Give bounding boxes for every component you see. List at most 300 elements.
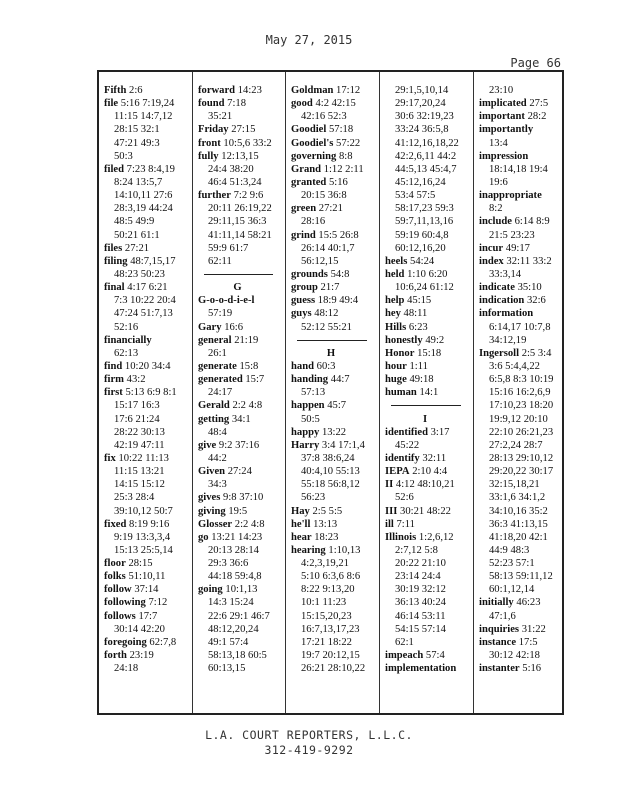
page-line-refs-continued: 40:4,10 55:13	[301, 466, 360, 478]
page-line-refs: 23:19	[129, 650, 154, 662]
page-line-refs: 13:22	[321, 426, 347, 438]
page-line-refs-continued: 45:12,16,24	[395, 176, 446, 188]
page-line-refs-continued: 48:12,20,24	[208, 623, 259, 635]
index-entry	[291, 426, 379, 439]
index-entry	[198, 583, 285, 596]
page-line-refs-continued: 17:21 18:22	[301, 636, 352, 648]
index-word: ill	[385, 518, 394, 530]
page-line-refs-continued: 47:21 49:3	[114, 137, 160, 149]
index-word: go	[198, 531, 209, 543]
index-word: forward	[198, 85, 236, 96]
page-line-refs-continued: 22:10 26:21,23	[489, 426, 554, 438]
index-entry	[198, 150, 285, 163]
page-line-refs-continued: 48:5 49:9	[114, 216, 155, 228]
index-entry	[291, 281, 379, 294]
page-line-refs-continued: 26:1	[208, 347, 227, 359]
page-line-refs-continued: 41:11,14 58:21	[208, 229, 272, 241]
page-line-refs: 2:10 4:4	[412, 466, 448, 478]
index-entry	[198, 413, 285, 426]
page-line-refs-continued: 34:3	[208, 479, 227, 491]
page-line-refs-continued: 3:6 5:4,4,22	[489, 360, 540, 372]
page-line-refs-continued: 58:13 59:11,12	[489, 571, 553, 583]
page-line-refs-continued: 47:24 51:7,13	[114, 308, 173, 320]
page-line-refs: 27:24	[227, 466, 252, 478]
index-word: information	[479, 308, 534, 320]
index-entry	[104, 84, 192, 97]
section-letter: H	[326, 347, 336, 359]
page-line-refs-continued: 50:21 61:1	[114, 229, 160, 241]
index-word: huge	[385, 374, 407, 386]
index-entry	[479, 307, 562, 320]
word-index-table	[97, 70, 564, 715]
index-entry	[291, 307, 379, 320]
index-word: granted	[291, 176, 327, 188]
page-line-refs: 1:10 6:20	[407, 268, 448, 280]
page-line-refs-continued: 41:18,20 42:1	[489, 531, 548, 543]
page-line-refs-continued: 56:12,15	[301, 255, 339, 267]
footer-firm-name: L.A. COURT REPORTERS, L.L.C.	[205, 728, 413, 742]
index-entry	[104, 360, 192, 373]
page-line-refs-continued: 54:15 57:14	[395, 623, 446, 635]
page-line-refs: 34:1	[231, 413, 251, 425]
page-line-refs: 31:22	[521, 623, 546, 635]
page-line-refs: 17:12	[336, 85, 361, 96]
index-entry	[479, 150, 562, 163]
index-word: grind	[291, 229, 316, 241]
index-entry	[385, 662, 473, 675]
page-line-refs-continued: 52:6	[395, 492, 414, 504]
page-line-refs: 51:10,11	[128, 571, 166, 583]
index-entry	[291, 229, 379, 242]
index-word: follow	[104, 584, 132, 596]
page-line-refs-continued: 2:7,12 5:8	[395, 544, 438, 556]
index-entry	[104, 97, 192, 110]
page-line-refs-continued: 42:16 52:3	[301, 111, 347, 123]
page-line-refs-continued: 47:1,6	[489, 610, 516, 622]
index-word: incur	[479, 242, 504, 254]
page-line-refs: 27:21	[318, 203, 343, 215]
index-word: Given	[198, 466, 226, 478]
index-word: heels	[385, 255, 408, 267]
page-line-refs-continued: 42:2,6,11 44:2	[395, 150, 457, 162]
index-entry	[479, 294, 562, 307]
page-line-refs-continued: 26:14 40:1,7	[301, 242, 355, 254]
page-line-refs: 2:6	[129, 85, 143, 96]
index-entry	[291, 268, 379, 281]
page-line-refs-continued: 52:16	[114, 321, 139, 333]
page-line-refs: 15:8	[239, 360, 259, 372]
page-line-refs-continued: 13:4	[489, 137, 508, 149]
page-line-refs: 2:2 4:8	[232, 400, 263, 412]
page-line-refs-continued: 6:14,17 10:7,8	[489, 321, 551, 333]
index-entry	[198, 321, 285, 334]
page-line-refs-continued: 15:17 16:3	[114, 400, 160, 412]
index-word: inappropriate	[479, 190, 542, 202]
page-line-refs-continued: 39:10,12 50:7	[114, 505, 173, 517]
index-word: Gary	[198, 321, 222, 333]
page-line-refs-continued: 7:3 10:22 20:4	[114, 295, 176, 307]
page-line-refs-continued: 29:20,22 30:17	[489, 466, 554, 478]
index-entry	[198, 137, 285, 150]
index-entry	[385, 452, 473, 465]
index-entry	[385, 321, 473, 334]
index-entry	[291, 399, 379, 412]
page-line-refs: 6:23	[408, 321, 428, 333]
index-word: first	[104, 387, 123, 399]
page-line-refs: 28:2	[527, 111, 547, 123]
index-entry	[104, 386, 192, 399]
index-entry	[479, 347, 562, 360]
page-line-refs-continued: 32:15,18,21	[489, 479, 540, 491]
page-line-refs-continued: 14:15 15:12	[114, 479, 165, 491]
index-entry	[104, 610, 192, 623]
index-entry	[198, 531, 285, 544]
page-line-refs-continued: 14:10,11 27:6	[114, 190, 173, 202]
page-line-refs: 3:4 17:1,4	[321, 439, 365, 451]
page-line-refs-continued: 17:10,23 18:20	[489, 400, 554, 412]
index-word: generated	[198, 374, 243, 386]
index-word: green	[291, 203, 317, 215]
page-line-refs-continued: 20:11 26:19,22	[208, 203, 272, 215]
index-entry	[104, 649, 192, 662]
page-line-refs: 10:20 34:4	[124, 360, 171, 372]
header-date: May 27, 2015	[265, 33, 353, 47]
page-line-refs-continued: 28:3,19 44:24	[114, 203, 173, 215]
page-line-refs-continued: 21:5 23:23	[489, 229, 535, 241]
index-column-2	[193, 72, 286, 713]
page-line-refs-continued: 48:4	[208, 426, 227, 438]
page-line-refs-continued: 49:1 57:4	[208, 636, 249, 648]
page-line-refs: 45:15	[407, 295, 432, 307]
page-line-refs-continued: 44:18 59:4,8	[208, 571, 262, 583]
page-line-refs: 49:2	[425, 334, 445, 346]
index-word: further	[198, 190, 231, 202]
page-line-refs-continued: 28:15 32:1	[114, 124, 160, 136]
page-line-refs-continued: 19:9,12 20:10	[489, 413, 548, 425]
index-entry	[385, 478, 473, 491]
index-word: G-o-o-d-i-e-l	[198, 295, 255, 307]
page-line-refs: 1:2,6,12	[418, 531, 454, 543]
page-line-refs-continued: 15:15,20,23	[301, 610, 352, 622]
index-entry	[479, 255, 562, 268]
index-word: firm	[104, 374, 124, 386]
index-word: IEPA	[385, 466, 410, 478]
page-line-refs: 7:23 8:4,19	[126, 163, 175, 175]
index-word: give	[198, 439, 217, 451]
index-word: getting	[198, 413, 230, 425]
index-word: forth	[104, 650, 127, 662]
index-word: fully	[198, 150, 219, 162]
page-line-refs-continued: 50:5	[301, 413, 320, 425]
page-line-refs-continued: 44:9 48:3	[489, 544, 530, 556]
section-letter: G	[233, 282, 242, 294]
index-entry	[198, 465, 285, 478]
index-word: financially	[104, 334, 152, 346]
index-entry	[291, 505, 379, 518]
index-word: hey	[385, 308, 401, 320]
page-line-refs: 17:5	[518, 636, 538, 648]
page-line-refs: 13:13	[313, 518, 338, 530]
page-line-refs: 27:5	[529, 98, 549, 110]
index-entry	[291, 544, 379, 557]
index-entry	[104, 452, 192, 465]
index-entry	[291, 176, 379, 189]
page-line-refs-continued: 42:19 47:11	[114, 439, 165, 451]
index-word: include	[479, 216, 512, 228]
index-entry	[198, 84, 285, 97]
index-entry	[104, 636, 192, 649]
page-line-refs: 37:14	[134, 584, 159, 596]
index-entry	[291, 84, 379, 97]
page-line-refs-continued: 5:10 6:3,6 8:6	[301, 571, 361, 583]
page-line-refs-continued: 28:22 30:13	[114, 426, 165, 438]
index-word: grounds	[291, 268, 328, 280]
page-line-refs-continued: 33:3,14	[489, 268, 522, 280]
page-line-refs-continued: 30:19 32:12	[395, 584, 446, 596]
page-line-refs-continued: 8:2	[489, 203, 503, 215]
page-line-refs: 12:13,15	[221, 150, 259, 162]
page-line-refs: 4:12 48:10,21	[395, 479, 455, 491]
index-entry	[385, 334, 473, 347]
index-entry	[479, 662, 562, 675]
index-word: implicated	[479, 98, 527, 110]
index-entry	[385, 268, 473, 281]
page-line-refs: 15:7	[245, 374, 265, 386]
index-entry	[385, 294, 473, 307]
page-line-refs: 14:1	[419, 387, 439, 399]
index-word: going	[198, 584, 223, 596]
page-line-refs: 10:1,13	[225, 584, 258, 596]
page-line-refs: 8:8	[338, 150, 353, 162]
index-word: Glosser	[198, 518, 233, 530]
index-word: inquiries	[479, 623, 520, 635]
index-word: identified	[385, 426, 428, 438]
page-line-refs-continued: 62:11	[208, 255, 232, 267]
page-line-refs-continued: 35:21	[208, 111, 233, 123]
index-entry	[104, 570, 192, 583]
page-line-refs-continued: 20:22 21:10	[395, 558, 446, 570]
index-word: help	[385, 295, 405, 307]
page-line-refs-continued: 4:2,3,19,21	[301, 558, 349, 570]
page-line-refs: 44:7	[330, 374, 350, 386]
index-entry	[198, 360, 285, 373]
page-line-refs-continued: 10:1 11:23	[301, 597, 347, 609]
page-line-refs: 1:10,13	[328, 544, 361, 556]
page-line-refs: 1:11	[409, 360, 428, 372]
index-entry	[104, 281, 192, 294]
page-line-refs: 8:19 9:16	[129, 518, 170, 530]
index-word: filed	[104, 163, 125, 175]
page-line-refs: 30:21 48:22	[400, 505, 451, 517]
page-line-refs: 32:11	[422, 452, 447, 464]
index-entry	[291, 439, 379, 452]
index-word: guys	[291, 308, 312, 320]
page-number: Page 66	[510, 56, 561, 70]
index-word: Harry	[291, 439, 320, 451]
index-word: gives	[198, 492, 221, 504]
index-column-4	[380, 72, 474, 713]
index-word: happen	[291, 400, 325, 412]
page-line-refs-continued: 62:13	[114, 347, 139, 359]
index-entry	[479, 215, 562, 228]
page-line-refs-continued: 27:2,24 28:7	[489, 439, 543, 451]
page-line-refs-continued: 58:17,23 59:3	[395, 203, 454, 215]
index-entry	[385, 347, 473, 360]
page-line-refs-continued: 44:2	[208, 452, 227, 464]
page-line-refs: 17:7	[138, 610, 158, 622]
page-line-refs: 46:23	[516, 597, 541, 609]
page-line-refs: 28:15	[128, 558, 153, 570]
page-line-refs: 57:4	[425, 650, 445, 662]
index-word: guess	[291, 295, 316, 307]
page-line-refs: 10:22 11:13	[118, 452, 169, 464]
index-entry	[198, 399, 285, 412]
index-word: Hills	[385, 321, 407, 333]
page-line-refs: 5:13 6:9 8:1	[125, 387, 177, 399]
page-line-refs: 14:23	[237, 85, 262, 96]
index-entry	[291, 163, 379, 176]
footer-phone: 312-419-9292	[264, 743, 354, 757]
page-line-refs-continued: 44:5,13 45:4,7	[395, 163, 457, 175]
index-word: index	[479, 255, 504, 267]
index-word: II	[385, 479, 394, 491]
index-column-5	[474, 72, 562, 713]
index-word: impression	[479, 150, 529, 162]
index-entry	[479, 596, 562, 609]
page-line-refs-continued: 57:13	[301, 387, 326, 399]
page-line-refs: 35:10	[517, 282, 542, 294]
page-line-refs: 2:2 4:8	[234, 518, 265, 530]
index-entry	[291, 137, 379, 150]
index-entry	[104, 557, 192, 570]
index-entry	[291, 123, 379, 136]
index-word: fix	[104, 452, 116, 464]
index-entry	[104, 242, 192, 255]
index-entry	[479, 97, 562, 110]
page-line-refs-continued: 60:1,12,14	[489, 584, 535, 596]
page-line-refs-continued: 11:15 13:21	[114, 466, 165, 478]
page-line-refs-continued: 30:14 42:20	[114, 623, 165, 635]
index-word: fixed	[104, 518, 127, 530]
page-line-refs-continued: 33:1,6 34:1,2	[489, 492, 546, 504]
section-letter: I	[422, 413, 428, 425]
page-line-refs-continued: 8:22 9:13,20	[301, 584, 355, 596]
page-line-refs: 27:21	[124, 242, 150, 254]
page-line-refs-continued: 56:23	[301, 492, 326, 504]
page-line-refs-continued: 24:17	[208, 387, 233, 399]
index-word: generate	[198, 360, 237, 372]
index-word: find	[104, 360, 123, 372]
page-line-refs: 45:7	[327, 400, 347, 412]
page-line-refs-continued: 60:13,15	[208, 663, 246, 675]
page-line-refs: 16:6	[224, 321, 244, 333]
index-entry	[385, 531, 473, 544]
index-entry	[291, 360, 379, 373]
index-entry	[291, 150, 379, 163]
index-entry	[385, 373, 473, 386]
page-line-refs-continued: 24:4 38:20	[208, 163, 254, 175]
page-line-refs-continued: 28:13 29:10,12	[489, 452, 554, 464]
index-word: follows	[104, 610, 136, 622]
page-line-refs: 13:21 14:23	[211, 531, 263, 543]
page-line-refs-continued: 10:6,24 61:12	[395, 282, 454, 294]
index-word: found	[198, 98, 225, 110]
index-entry	[198, 97, 285, 110]
index-word: handing	[291, 374, 329, 386]
index-word: III	[385, 505, 398, 517]
page-line-refs: 62:7,8	[149, 636, 177, 648]
page-line-refs-continued: 30:12 42:18	[489, 650, 540, 662]
page-line-refs: 7:18	[227, 98, 246, 110]
index-word: good	[291, 98, 313, 110]
index-word: floor	[104, 558, 126, 570]
page-line-refs-continued: 16:7,13,17,23	[301, 623, 360, 635]
index-column-3	[286, 72, 380, 713]
page-line-refs: 3:17	[430, 426, 450, 438]
page-line-refs-continued: 15:13 25:5,14	[114, 544, 173, 556]
index-entry	[291, 294, 379, 307]
page-line-refs: 43:2	[126, 374, 146, 386]
index-word: Fifth	[104, 85, 127, 96]
index-entry	[479, 110, 562, 123]
page-line-refs: 5:16	[328, 176, 348, 188]
page-line-refs-continued: 24:18	[114, 663, 139, 675]
page-line-refs: 49:18	[409, 374, 434, 386]
index-word: hand	[291, 360, 314, 372]
index-entry	[198, 505, 285, 518]
page-line-refs-continued: 41:12,16,18,22	[395, 137, 459, 149]
index-word: front	[198, 137, 221, 149]
page-line-refs-continued: 18:14,18 19:4	[489, 163, 548, 175]
page-line-refs-continued: 45:22	[395, 439, 420, 451]
index-entry	[479, 242, 562, 255]
index-entry	[104, 163, 192, 176]
section-divider	[385, 399, 473, 412]
page-line-refs-continued: 48:23 50:23	[114, 268, 165, 280]
page-line-refs-continued: 53:4 57:5	[395, 190, 436, 202]
index-entry	[479, 123, 562, 136]
index-word: governing	[291, 150, 337, 162]
index-word: instance	[479, 636, 517, 648]
index-entry	[479, 281, 562, 294]
index-word: filing	[104, 255, 128, 267]
page-line-refs: 21:7	[320, 282, 340, 294]
index-word: indicate	[479, 282, 515, 294]
index-entry	[385, 426, 473, 439]
index-entry	[385, 307, 473, 320]
page-line-refs-continued: 25:3 28:4	[114, 492, 155, 504]
page-line-refs-continued: 46:4 51:3,24	[208, 176, 262, 188]
index-entry	[479, 636, 562, 649]
page-line-refs: 27:15	[231, 124, 256, 136]
page-line-refs-continued: 60:12,16,20	[395, 242, 446, 254]
page-line-refs-continued: 34:12,19	[489, 334, 527, 346]
index-entry	[291, 202, 379, 215]
index-entry	[385, 386, 473, 399]
page-line-refs-continued: 59:9 61:7	[208, 242, 249, 254]
index-entry	[104, 334, 192, 347]
page-line-refs-continued: 26:21 28:10,22	[301, 663, 366, 675]
page-line-refs-continued: 22:6 29:1 46:7	[208, 610, 270, 622]
page-line-refs: 5:16	[522, 663, 542, 675]
index-word: hour	[385, 360, 407, 372]
page-line-refs-continued: 57:19	[208, 308, 233, 320]
index-word: he'll	[291, 518, 311, 530]
page-line-refs-continued: 11:15 14:7,12	[114, 111, 173, 123]
index-word: Grand	[291, 163, 322, 175]
index-word: foregoing	[104, 636, 147, 648]
page-line-refs-continued: 28:16	[301, 216, 326, 228]
